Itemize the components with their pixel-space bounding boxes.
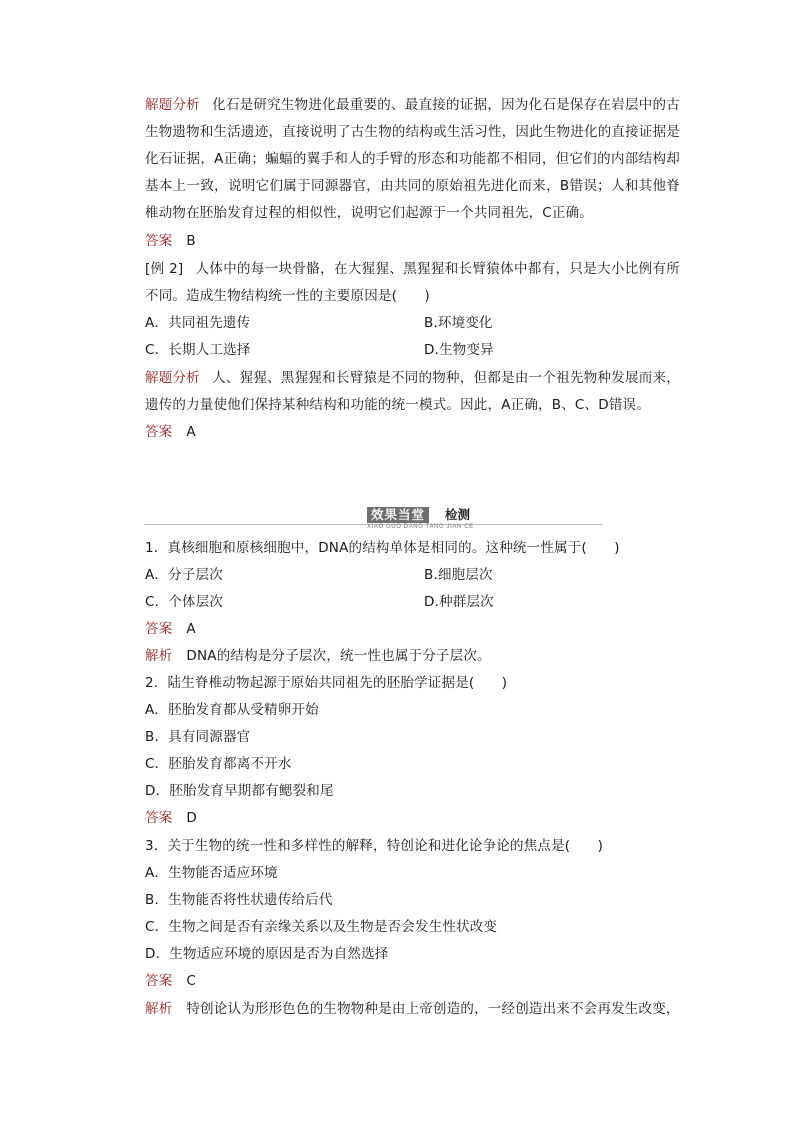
banner-pinyin: XIAO GUO DANG TANG JIAN CE [367, 524, 474, 530]
example2-answer-value: A [186, 424, 196, 440]
example2-tag: [例 2] [145, 261, 184, 277]
q3-analysis-text: 特创论认为形形色色的生物物种是由上帝创造的，一经创造出来不会再发生改变， [186, 1001, 680, 1017]
q1-analysis-text: DNA的结构是分子层次，统一性也属于分子层次。 [186, 648, 491, 664]
q1-question: 1．真核细胞和原核细胞中，DNA的结构单体是相同的。这种统一性属于( ) [145, 540, 620, 556]
q2-option-b: B．具有同源器官 [145, 729, 251, 745]
q3-answer [145, 968, 196, 995]
analysis-label: 解题分析 [145, 370, 201, 386]
example1-answer [145, 228, 196, 255]
example2-question [145, 256, 680, 310]
analysis-label: 解析 [145, 1001, 173, 1017]
example2-analysis [145, 365, 680, 419]
example2-analysis-text: 人、猩猩、黑猩猩和长臂猿是不同的物种，但都是由一个祖先物种发展而来，遗传的力量使他们保持某种结构和功能的统一模式。因此，A正确，B、C、D错误。 [145, 370, 680, 413]
q1-option-d: D.种群层次 [424, 594, 494, 610]
q2-option-c: C．胚胎发育都离不开水 [145, 756, 292, 772]
q2-answer [145, 805, 197, 832]
example1-analysis [145, 92, 680, 227]
q1-answer [145, 616, 196, 643]
example1-analysis-text: 化石是研究生物进化最重要的、最直接的证据，因为化石是保存在岩层中的古生物遗物和生活遗迹，直接说明了古生物的结构或生活习性，因此生物进化的直接证据是化石证据，A正确；蝙蝠的翼手和人的手臂的形态和功能都不相同，但它们的内部结构却基本上一致，说明它们属于同源器官，由共同的原始祖先进化而来，B错误；人和其他脊椎动物在胚胎发育过程的相似性，说明它们起源于一个共同祖先，C正确。 [145, 97, 680, 221]
q3-option-a: A．生物能否适应环境 [145, 865, 278, 881]
q3-question: 3．关于生物的统一性和多样性的解释，特创论和进化论争论的焦点是( ) [145, 838, 604, 854]
analysis-label: 解析 [145, 648, 173, 664]
q3-option-c: C．生物之间是否有亲缘关系以及生物是否会发生性状改变 [145, 919, 498, 935]
q1-option-c: C．个体层次 [145, 594, 224, 610]
example2-option-c: C．长期人工选择 [145, 342, 251, 358]
q2-question: 2．陆生脊椎动物起源于原始共同祖先的胚胎学证据是( ) [145, 675, 508, 691]
example1-answer-value: B [186, 233, 196, 249]
answer-label: 答案 [145, 973, 173, 989]
q1-option-a: A．分子层次 [145, 567, 223, 583]
q3-answer-value: C [186, 973, 197, 989]
answer-label: 答案 [145, 810, 173, 826]
q1-analysis [145, 643, 491, 670]
example2-option-d: D.生物变异 [424, 342, 494, 358]
q2-option-d: D．胚胎发育早期都有鳃裂和尾 [145, 783, 334, 799]
answer-label: 答案 [145, 621, 173, 637]
answer-label: 答案 [145, 233, 173, 249]
example2-answer [145, 419, 196, 446]
q1-answer-value: A [186, 621, 196, 637]
answer-label: 答案 [145, 424, 173, 440]
example2-option-b: B.环境变化 [424, 315, 493, 331]
q2-answer-value: D [186, 810, 198, 826]
analysis-label: 解题分析 [145, 97, 201, 113]
banner-highlight: 效果当堂 [367, 507, 429, 523]
banner-word: 检测 [445, 507, 471, 522]
q2-option-a: A．胚胎发育都从受精卵开始 [145, 702, 319, 718]
q3-analysis [145, 996, 680, 1023]
section-banner [145, 505, 602, 529]
q1-option-b: B.细胞层次 [424, 567, 493, 583]
q3-option-d: D．生物适应环境的原因是否为自然选择 [145, 946, 389, 962]
example2-option-a: A．共同祖先遗传 [145, 315, 251, 331]
q3-option-b: B．生物能否将性状遗传给后代 [145, 892, 333, 908]
example2-question-text: 人体中的每一块骨骼，在大猩猩、黑猩猩和长臂猿体中都有，只是大小比例有所不同。造成生物结构统一性的主要原因是( ) [145, 261, 680, 304]
